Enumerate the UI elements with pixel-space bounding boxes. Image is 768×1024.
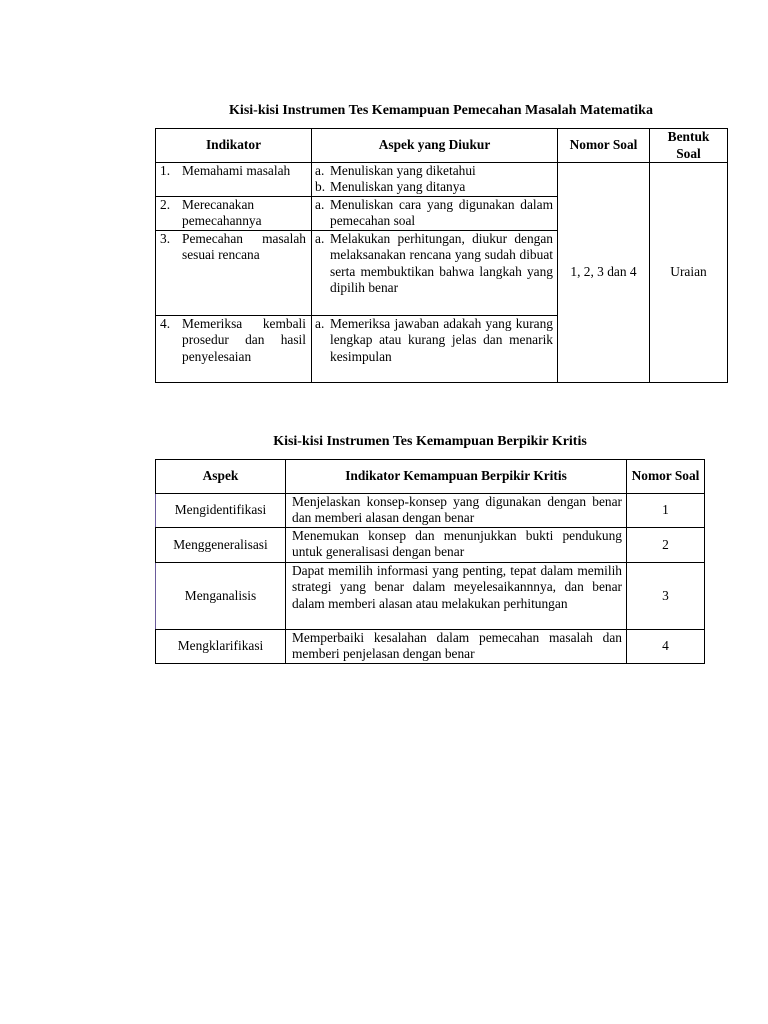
table2-header-row (156, 460, 705, 494)
bentuk-soal-cell: Uraian (650, 163, 728, 383)
indikator-cell (156, 197, 312, 231)
aspek-cell (312, 231, 558, 316)
indikator-text: Memeriksa kembali prosedur dan hasil penyelesaian (182, 316, 306, 364)
header-nomor-soal: Nomor Soal (627, 460, 705, 494)
table-row (156, 163, 728, 197)
aspek-text: Memeriksa jawaban adakah yang kurang lengkap atau kurang jelas dan menarik kesimpulan (330, 316, 553, 364)
aspek-cell (312, 197, 558, 231)
table-row (156, 528, 705, 563)
problem-solving-grid-table (155, 128, 728, 383)
header-aspek: Aspek yang Diukur (312, 129, 558, 163)
indikator-cell: Menjelaskan konsep-konsep yang digunakan dengan benar dan memberi alasan dengan benar (286, 494, 627, 528)
indikator-text: Memahami masalah (182, 163, 291, 178)
table1-header-row (156, 129, 728, 163)
nomor-cell: 4 (627, 630, 705, 664)
aspek-text: Melakukan perhitungan, diukur dengan melaksanakan rencana yang sudah dibuat serta membuktikan bahwa langkah yang dipilih benar (330, 231, 553, 296)
aspek-text: Menuliskan cara yang digunakan dalam pemecahan soal (330, 197, 553, 229)
indikator-cell: Memperbaiki kesalahan dalam pemecahan masalah dan memberi penjelasan dengan benar (286, 630, 627, 664)
aspek-cell (312, 316, 558, 383)
indikator-cell (156, 163, 312, 197)
nomor-soal-cell: 1, 2, 3 dan 4 (558, 163, 650, 383)
item-number: 2. (160, 197, 171, 212)
table-row (156, 494, 705, 528)
item-number: 1. (160, 163, 171, 178)
nomor-cell: 1 (627, 494, 705, 528)
aspek-cell: Menganalisis (156, 563, 286, 630)
header-indikator: Indikator (156, 129, 312, 163)
indikator-cell: Dapat memilih informasi yang penting, tepat dalam memilih strategi yang benar dalam meyelesaikannnya, dan benar dalam memberi alasan atau melakukan perhitungan (286, 563, 627, 630)
aspek-letter: a. (315, 316, 325, 331)
aspek-cell (312, 163, 558, 197)
header-indikator: Indikator Kemampuan Berpikir Kritis (286, 460, 627, 494)
header-bentuk-soal: Bentuk Soal (650, 129, 728, 163)
indikator-text: Merecanakan pemecahannya (182, 197, 262, 229)
indikator-text: Pemecahan masalah sesuai rencana (182, 231, 306, 263)
item-number: 4. (160, 316, 171, 331)
item-number: 3. (160, 231, 171, 246)
table1-title: Kisi-kisi Instrumen Tes Kemampuan Pemecahan Masalah Matematika (229, 103, 653, 118)
aspek-letter: a. (315, 231, 325, 246)
aspek-cell: Mengidentifikasi (156, 494, 286, 528)
header-aspek: Aspek (156, 460, 286, 494)
table-row (156, 563, 705, 630)
aspek-letter: b. (315, 179, 326, 195)
aspek-letter: a. (315, 197, 325, 212)
nomor-cell: 2 (627, 528, 705, 563)
aspek-cell: Menggeneralisasi (156, 528, 286, 563)
nomor-cell: 3 (627, 563, 705, 630)
critical-thinking-grid-table (155, 459, 705, 664)
table-row (156, 630, 705, 664)
aspek-text: Menuliskan yang diketahui (330, 163, 476, 178)
table2-title: Kisi-kisi Instrumen Tes Kemampuan Berpikir Kritis (273, 434, 587, 449)
indikator-cell: Menemukan konsep dan menunjukkan bukti pendukung untuk generalisasi dengan benar (286, 528, 627, 563)
indikator-cell (156, 231, 312, 316)
indikator-cell (156, 316, 312, 383)
aspek-cell: Mengklarifikasi (156, 630, 286, 664)
aspek-letter: a. (315, 163, 325, 178)
header-nomor-soal: Nomor Soal (558, 129, 650, 163)
aspek-text: Menuliskan yang ditanya (330, 179, 466, 195)
